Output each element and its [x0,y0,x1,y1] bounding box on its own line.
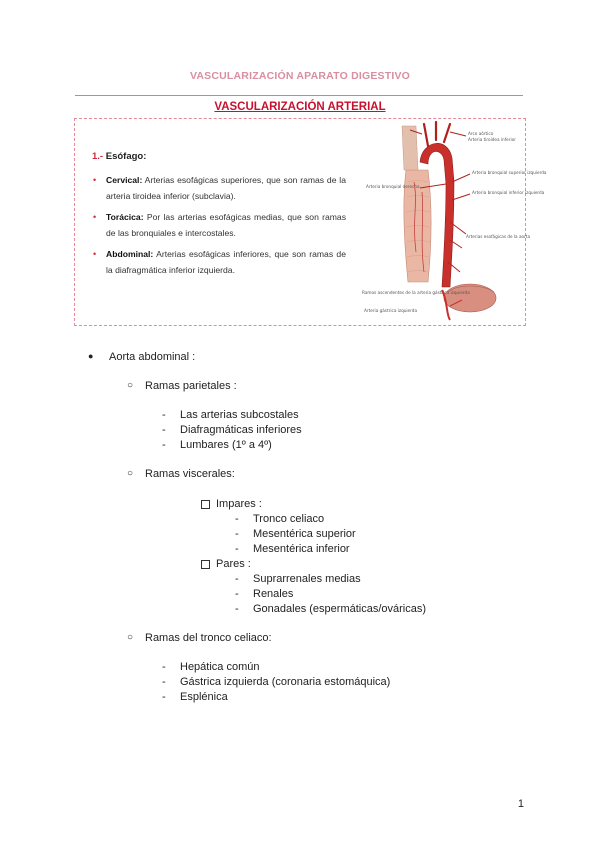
label-bronquial-inf-izq: Arteria bronquial inferior izquierda [472,190,545,195]
bullet-icon: • [93,249,97,259]
esofago-item-toracica [93,209,346,241]
bullet-icon: • [93,175,97,185]
item-label: Abdominal: [106,249,154,259]
label-arco-aortico: Arco aórtico [468,131,494,136]
dash-icon: - [235,513,239,525]
label-ramos-ascendentes: Ramos ascendentes de la arteria gástrica izquierda [362,290,470,295]
dash-icon: - [235,528,239,540]
label-bronquial-derecha: Arteria bronquial derecha [366,184,420,189]
page-number: 1 [517,798,524,810]
label-tiroidea-inferior: Arteria tiroidea inferior [468,137,516,142]
aorta-heading: Aorta abdominal : [109,351,196,363]
item-label: Cervical: [106,175,143,185]
parietales-heading: Ramas parietales : [145,380,237,392]
list-item: Mesentérica inferior [253,543,350,555]
heading-text: Esófago: [105,151,147,162]
list-item: Tronco celiaco [253,513,325,525]
list-item: Las arterias subcostales [180,409,299,421]
circle-bullet-icon: ○ [127,468,134,479]
item-text: Arterias esofágicas inferiores, que son ramas de la diafragmática inferior izquierda. [106,249,346,275]
dash-icon: - [235,543,239,555]
section-title: VASCULARIZACIÓN ARTERIAL [214,101,386,113]
list-item: Esplénica [180,691,228,703]
esophagus-artery-illustration [362,122,547,322]
dash-icon: - [162,439,166,451]
checkbox-icon [201,500,210,509]
item-text: Arterias esofágicas superiores, que son ramas de la arteria tiroidea inferior (subclavia). [106,175,346,201]
dash-icon: - [235,603,239,615]
list-item: Renales [253,588,294,600]
dash-icon: - [162,424,166,436]
label-esofagicas-aorta: Arterias esofágicas de la aorta [466,234,531,239]
bullet-icon: • [93,212,97,222]
esofago-heading [92,151,146,162]
pares-heading: Pares : [216,558,251,570]
tronco-heading: Ramas del tronco celiaco: [145,632,272,644]
heading-number: 1.- [92,151,104,162]
list-item: Gonadales (espermáticas/ováricas) [253,603,427,615]
label-gastrica-izquierda: Arteria gástrica izquierda [364,308,418,313]
circle-bullet-icon: ○ [127,380,134,391]
label-bronquial-sup-izq: Arteria bronquial superior izquierda [472,170,547,175]
item-text: Por las arterias esofágicas medias, que son ramas de las bronquiales e intercostales. [106,212,346,238]
list-item: Mesentérica superior [253,528,356,540]
dash-icon: - [162,409,166,421]
list-item: Lumbares (1º a 4º) [180,439,272,451]
dash-icon: - [235,573,239,585]
viscerales-heading: Ramas viscerales: [145,468,235,480]
dash-icon: - [162,691,166,703]
dash-icon: - [162,661,166,673]
bullet-icon: ● [88,351,94,361]
list-item: Suprarrenales medias [253,573,361,585]
list-item: Diafragmáticas inferiores [180,424,302,436]
circle-bullet-icon: ○ [127,632,134,643]
checkbox-icon [201,560,210,569]
dash-icon: - [235,588,239,600]
esofago-item-cervical [93,172,346,204]
header-divider [75,95,523,96]
list-item: Hepática común [180,661,260,673]
item-label: Torácica: [106,212,144,222]
impares-heading: Impares : [216,498,262,510]
dash-icon: - [162,676,166,688]
list-item: Gástrica izquierda (coronaria estomáquica) [180,676,391,688]
esofago-item-abdominal [93,246,346,278]
page-header: VASCULARIZACIÓN APARATO DIGESTIVO [189,70,411,82]
